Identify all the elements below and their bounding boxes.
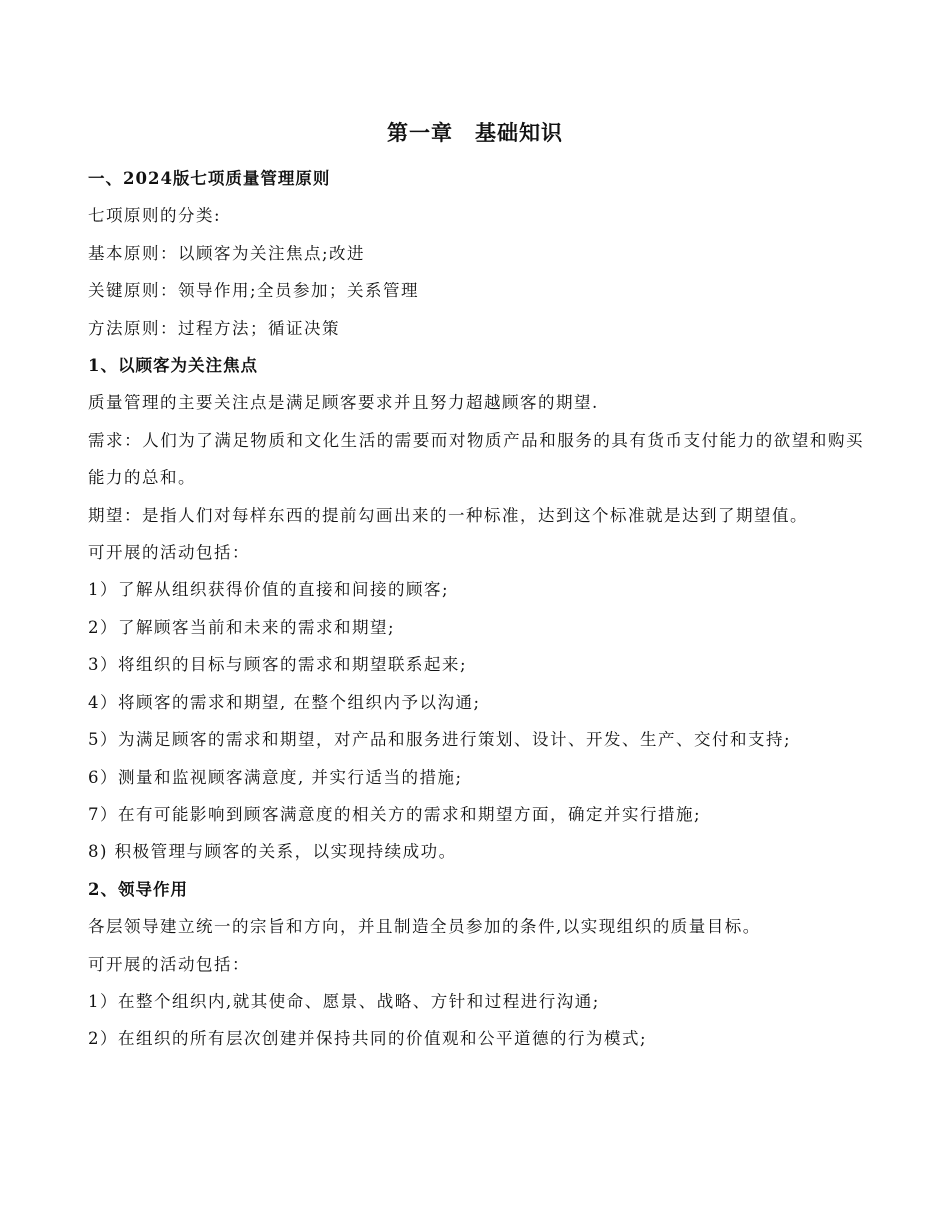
chapter-title: 第一章 基础知识 <box>387 120 563 145</box>
principle1-heading: 1、以顾客为关注焦点 <box>88 356 258 376</box>
list-item: 1）了解从组织获得价值的直接和间接的顾客; <box>88 580 450 600</box>
key-principles: 关键原则：领导作用;全员参加；关系管理 <box>88 281 420 301</box>
classification-intro: 七项原则的分类: <box>88 206 222 226</box>
list-item: 2）在组织的所有层次创建并保持共同的价值观和公平道德的行为模式; <box>88 1029 648 1049</box>
list-item: 7）在有可能影响到顾客满意度的相关方的需求和期望方面，确定并实行措施; <box>88 804 702 824</box>
basic-principles: 基本原则：以顾客为关注焦点;改进 <box>88 243 366 263</box>
document-body <box>88 160 864 1058</box>
principle2-intro: 各层领导建立统一的宗旨和方向，并且制造全员参加的条件,以实现组织的质量目标。 <box>88 917 761 937</box>
principle2-activities-intro: 可开展的活动包括： <box>88 954 250 974</box>
list-item: 5）为满足顾客的需求和期望，对产品和服务进行策划、设计、开发、生产、交付和支持; <box>88 730 792 750</box>
method-principles: 方法原则：过程方法；循证决策 <box>88 318 340 338</box>
list-item: 3）将组织的目标与顾客的需求和期望联系起来; <box>88 655 468 675</box>
list-item: 1）在整个组织内,就其使命、愿景、战略、方针和过程进行沟通; <box>88 991 600 1011</box>
list-item: 8) 积极管理与顾客的关系，以实现持续成功。 <box>88 842 457 862</box>
principle1-activities-intro: 可开展的活动包括： <box>88 543 250 563</box>
list-item: 6）测量和监视顾客满意度, 并实行适当的措施; <box>88 767 463 787</box>
list-item: 2）了解顾客当前和未来的需求和期望; <box>88 617 396 637</box>
principle1-intro: 质量管理的主要关注点是满足顾客要求并且努力超越顾客的期望. <box>88 393 599 413</box>
expectation-definition: 期望：是指人们对每样东西的提前勾画出来的一种标准，达到这个标准就是达到了期望值。 <box>88 505 808 525</box>
principle2-heading: 2、领导作用 <box>88 879 188 899</box>
list-item: 4）将顾客的需求和期望, 在整个组织内予以沟通; <box>88 692 481 712</box>
demand-definition: 需求：人们为了满足物质和文化生活的需要而对物质产品和服务的具有货币支付能力的欲望和购买能力的总和。 <box>88 430 864 488</box>
section-heading-principles: 一、2024版七项质量管理原则 <box>88 169 331 188</box>
